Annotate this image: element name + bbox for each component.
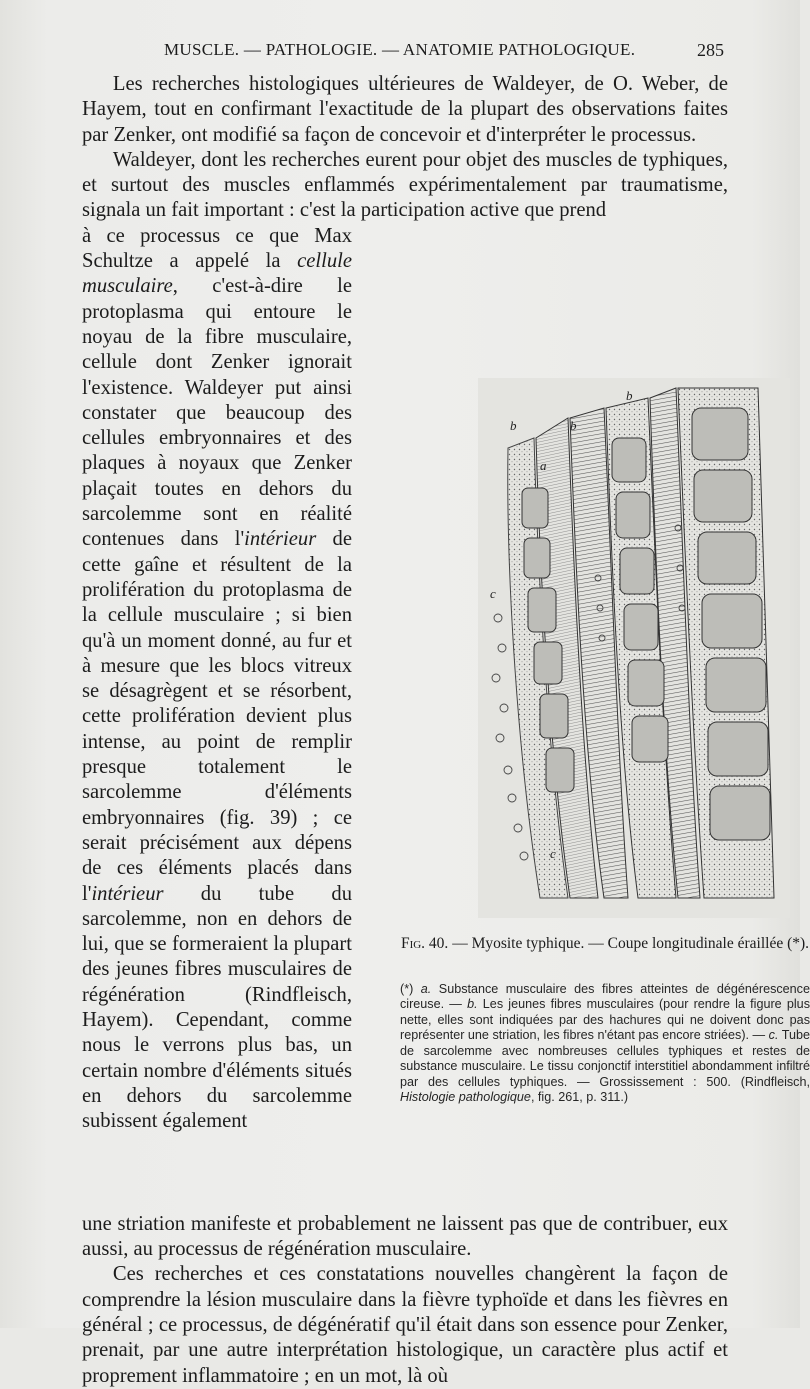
text-run: de cette gaîne et résultent de la prolifération du protoplasma de la cellule musculaire ; si bien qu'à un moment donné, au fur et à mesure que les blocs vitreux se désagrègent et se résorbent, cette prolifération devient plus intense, au point de remplir presque totalement le sarcolemme d'éléments embryonnaires (fig. 39) ; ce serait précisément aux dépens de ces éléments placés dans l'	[82, 528, 352, 905]
caption-text: — Myosite typhique. — Coupe longitudinale éraillée (*).	[448, 934, 810, 952]
figure-label-b: b	[626, 387, 633, 403]
paragraph-2-narrow-column	[82, 224, 352, 1135]
caption-figure-number: Fig. 40.	[400, 934, 449, 952]
text-run: Les jeunes fibres musculaires (pour rendre la figure plus nette, elles sont indiquées par des hachures qui ne doivent donc pas représenter une striation, les fibres n'étant pas encore striées). —	[400, 997, 810, 1043]
text-run: Substance musculaire des fibres atteintes de dégénérescence cireuse. —	[400, 981, 810, 1012]
paragraph-2-full-width: Waldeyer, dont les recherches eurent pour objet des muscles de typhiques, et surtout des muscles enflammés expérimentalement par traumatisme, signala un fait important : c'est la participation active que prend	[82, 148, 728, 222]
histology-illustration	[478, 378, 790, 918]
figure-label-c: c	[490, 585, 496, 601]
text-run: (*)	[400, 981, 421, 996]
body-text	[82, 72, 810, 1387]
text-run: , fig. 261, p. 311.)	[530, 1090, 629, 1105]
italic-term: cellule musculaire	[82, 250, 352, 298]
paragraph-3: Ces recherches et ces constatations nouvelles changèrent la façon de comprendre la lésion musculaire dans la fièvre typhoïde et dans les fièvres en général ; ce processus, de dégénératif qu'il était dans son essence pour Zenker, prenait, par une autre interprétation histologique, un caractère plus actif et proprement inflammatoire ; en un mot, là où	[82, 1263, 728, 1387]
running-head: MUSCLE. — PATHOLOGIE. — ANATOMIE PATHOLOGIQUE.	[164, 40, 636, 59]
figure-label-a: a	[540, 457, 547, 473]
text-run: à ce processus ce que Max Schultze a appelé la	[82, 224, 352, 273]
figure-label-b: b	[510, 417, 517, 433]
paragraph-2-tail: une striation manifeste et probablement ne laissent pas que de contribuer, eux aussi, au processus de régénération musculaire.	[82, 1212, 728, 1261]
text-run: , c'est-à-dire le protoplasma qui entoure le noyau de la fibre musculaire, cellule dont Zenker ignorait l'existence. Waldeyer put ainsi constater que beaucoup des cellules embryonnaires et des plaques à noyaux que Zenker plaçait toutes en dehors du sarcolemme sont en réalité contenues dans l'	[82, 275, 352, 551]
text-run: du tube du sarcolemme, non en dehors de lui, que se formeraient la plupart des jeunes fibres musculaires de régénération (Rindfleisch, Hayem). Cependant, comme nous le verrons plus bas, un certain nombre d'éléments situés en dehors du sarcolemme subissent également	[82, 882, 352, 1133]
footnote-key: c.	[768, 1028, 779, 1043]
figure-label-c: c	[550, 845, 556, 861]
page-header	[80, 40, 724, 68]
italic-term: intérieur	[91, 882, 164, 905]
cited-title: Histologie pathologique	[400, 1090, 531, 1105]
figure-label-b: b	[570, 417, 577, 433]
figure-footnote	[400, 982, 810, 1106]
footnote-key: a.	[420, 981, 432, 996]
tail-text	[82, 1212, 728, 1389]
paragraph-1: Les recherches histologiques ultérieures de Waldeyer, de O. Weber, de Hayem, tout en confirmant l'exactitude de la plupart des observations faites par Zenker, ont modifié sa façon de concevoir et d'interpréter le processus.	[82, 73, 728, 146]
footnote-key: b.	[467, 997, 478, 1012]
text-run: Tube de sarcolemme avec nombreuses cellules typhiques et restes de substance musculaire. Le tissu conjonctif interstitiel abondamment infiltré par des cellules typhiques. — Grossissement : 500. (Rindfleisch,	[400, 1028, 810, 1089]
text-figure-block	[82, 224, 810, 1387]
italic-term: intérieur	[244, 528, 317, 551]
page-number: 285	[697, 40, 724, 60]
figure-caption	[400, 934, 810, 953]
